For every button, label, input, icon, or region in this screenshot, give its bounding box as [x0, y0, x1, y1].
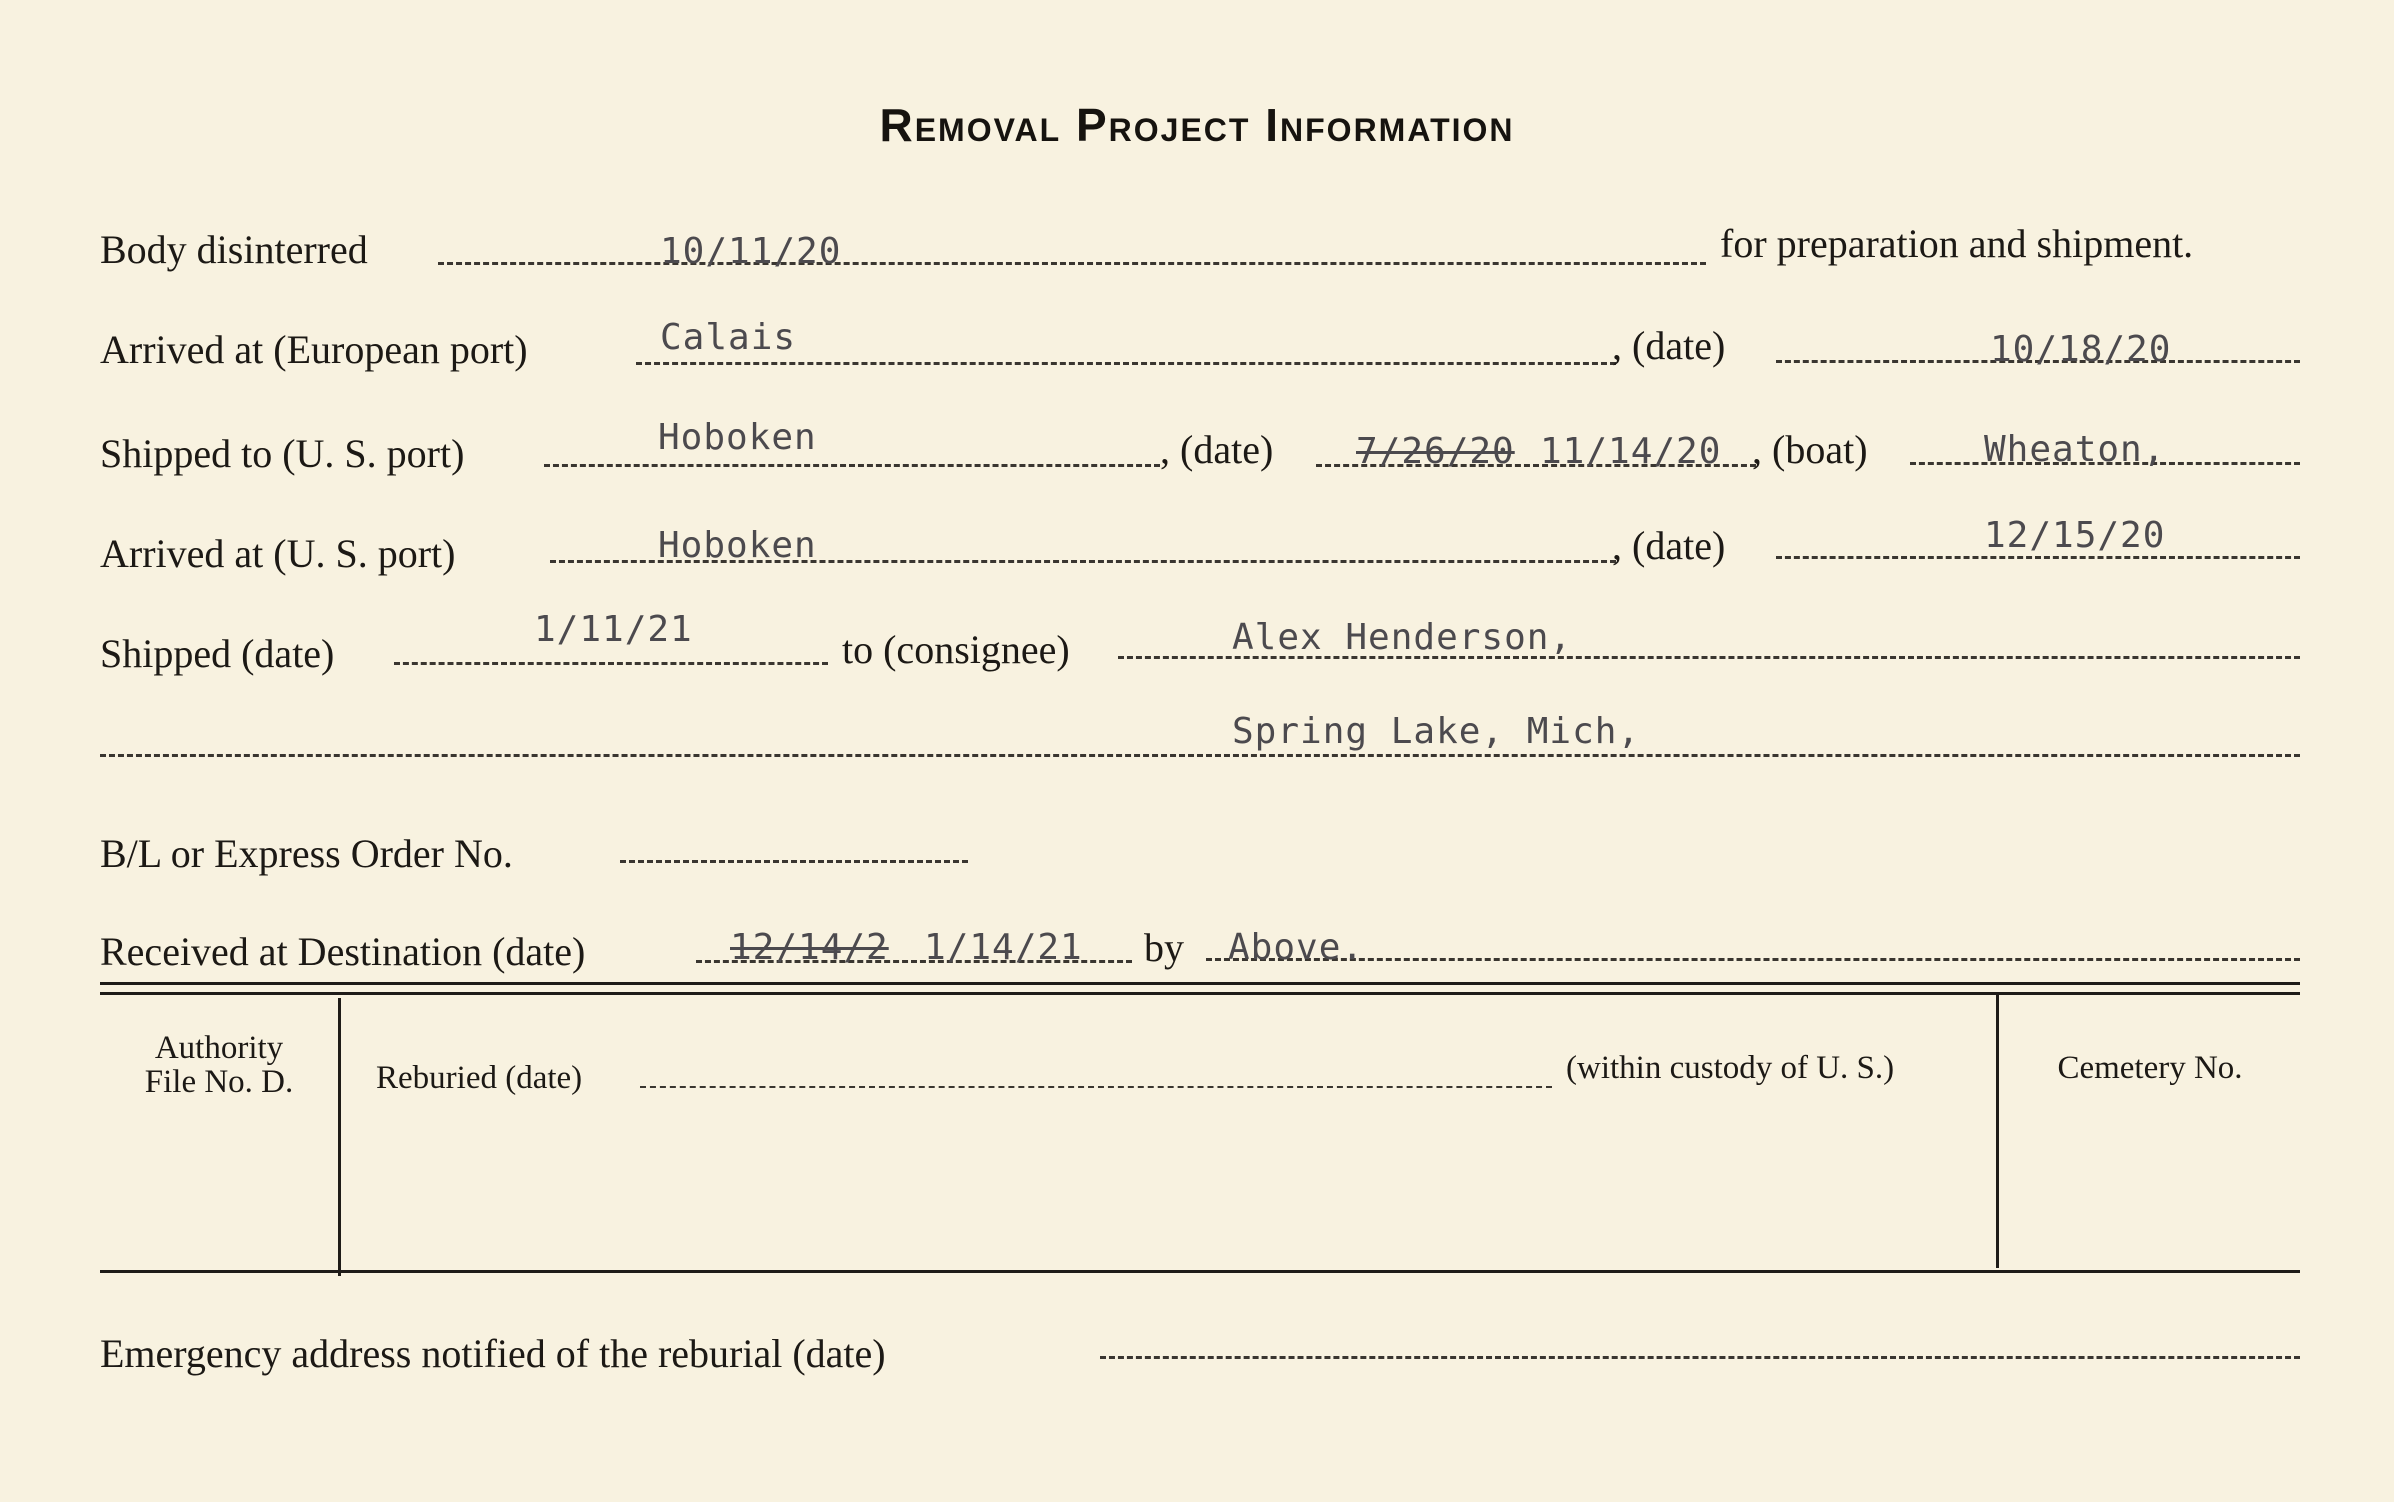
european-port-date-label: , (date): [1612, 323, 1726, 368]
european-port-value: Calais: [660, 317, 797, 358]
shipped-us-date-struck: 7/26/20: [1356, 431, 1515, 472]
reburied-line: [640, 1086, 1552, 1088]
shipped-us-label: Shipped to (U. S. port): [100, 431, 465, 476]
boat-label: , (boat): [1752, 427, 1868, 472]
received-date: 1/14/21: [924, 927, 1083, 968]
shipped-date-label: Shipped (date): [100, 631, 335, 676]
arrived-us-date-line: [1776, 556, 2300, 559]
shipped-date-line: [394, 662, 828, 665]
cemetery-label: Cemetery No.: [2057, 1050, 2243, 1086]
arrived-us-date: 12/15/20: [1984, 515, 2166, 556]
arrived-us-port: Hoboken: [658, 525, 817, 566]
table-top-rule-1: [100, 982, 2300, 985]
european-port-date: 10/18/20: [1990, 329, 2172, 370]
address-line: [100, 754, 2300, 757]
arrived-us-label: Arrived at (U. S. port): [100, 531, 456, 576]
custody-label: (within custody of U. S.): [1566, 1050, 1895, 1086]
arrived-us-date-label: , (date): [1612, 523, 1726, 568]
bl-line: [620, 860, 968, 863]
disinterred-date: 10/11/20: [660, 231, 842, 272]
table-top-rule-2: [100, 992, 2300, 995]
disinterred-suffix: for preparation and shipment.: [1720, 221, 2194, 266]
shipped-us-date-label: , (date): [1160, 427, 1274, 472]
received-date-struck: 12/14/2: [730, 927, 889, 968]
consignee-address: Spring Lake, Mich,: [1232, 711, 1641, 752]
shipped-us-port: Hoboken: [658, 417, 817, 458]
shipped-us-date: 11/14/20: [1540, 431, 1722, 472]
received-by-label: by: [1144, 925, 1184, 970]
consignee-label: to (consignee): [842, 627, 1070, 672]
page-title: Removal Project Information: [879, 99, 1515, 151]
received-label: Received at Destination (date): [100, 929, 586, 974]
emergency-label: Emergency address notified of the reburial (date): [100, 1331, 886, 1376]
authority-line2: File No. D.: [144, 1064, 294, 1100]
table-divider-right: [1996, 994, 1999, 1268]
reburied-label: Reburied (date): [376, 1060, 583, 1096]
european-port-label: Arrived at (European port): [100, 327, 528, 372]
bl-label: B/L or Express Order No.: [100, 831, 513, 876]
disinterred-label: Body disinterred: [100, 227, 368, 272]
table-bottom-rule: [100, 1270, 2300, 1273]
emergency-line: [1100, 1356, 2300, 1359]
shipped-date: 1/11/21: [534, 609, 693, 650]
table-divider-left: [338, 998, 341, 1276]
received-by: Above.: [1228, 927, 1365, 968]
boat-name: Wheaton,: [1984, 429, 2166, 470]
disinterred-line: [438, 262, 1706, 265]
authority-line1: Authority: [154, 1030, 284, 1066]
european-port-line: [636, 362, 1616, 365]
received-by-line: [1206, 958, 2300, 961]
consignee-name: Alex Henderson,: [1232, 617, 1573, 658]
shipped-us-line: [544, 464, 1160, 467]
